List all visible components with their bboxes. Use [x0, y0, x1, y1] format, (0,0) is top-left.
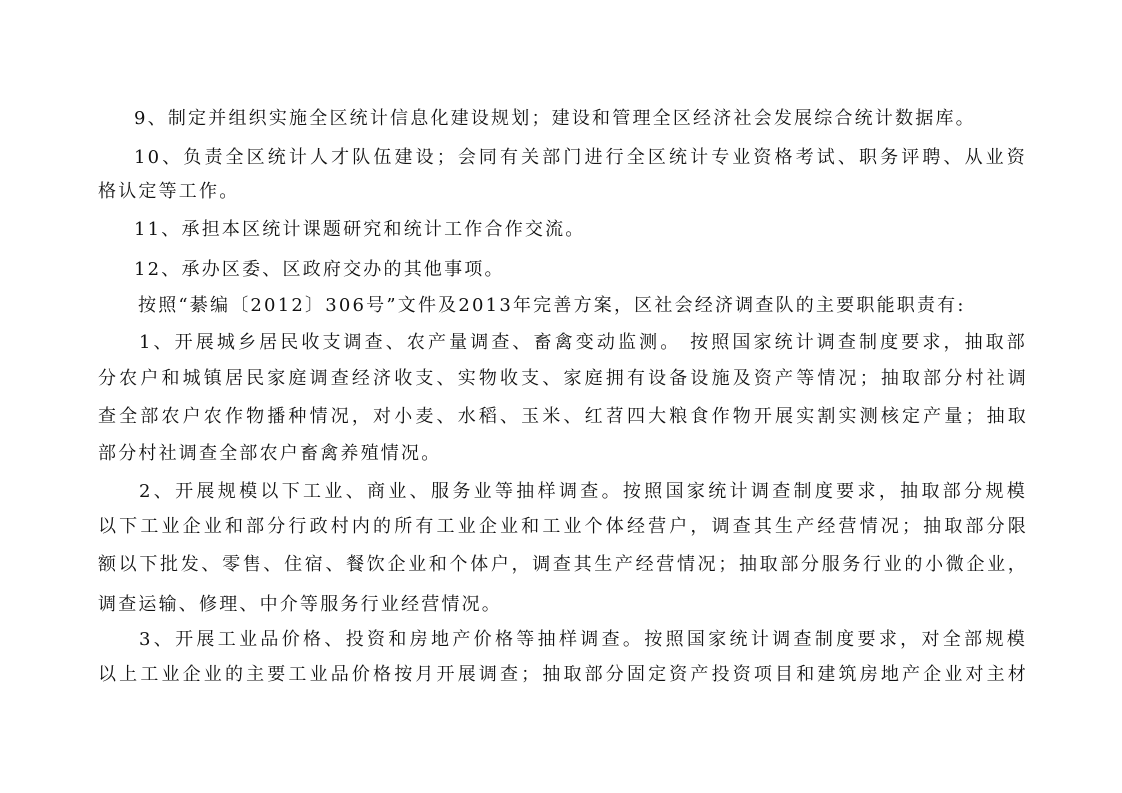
paragraph-3-line-2: 以上工业企业的主要工业品价格按月开展调查；抽取部分固定资产投资项目和建筑房地产企业对主材: [98, 664, 1028, 685]
paragraph-2-line-2: 以下工业企业和部分行政村内的所有工业企业和工业个体经营户，调查其生产经营情况；抽取部分限: [98, 516, 1028, 537]
paragraph-1-line-4: 部分村社调查全部农户畜禽养殖情况。: [98, 443, 442, 464]
paragraph-10-line-2: 格认定等工作。: [98, 181, 240, 202]
paragraph-2-line-1: 2、开展规模以下工业、商业、服务业等抽样调查。按照国家统计调查制度要求，抽取部分规模: [139, 481, 1027, 502]
paragraph-1-line-2: 分农户和城镇居民家庭调查经济收支、实物收支、家庭拥有设备设施及资产等情况；抽取部分村社调: [98, 368, 1028, 389]
paragraph-12-line-1: 12、承办区委、区政府交办的其他事项。: [134, 259, 505, 280]
intro-paragraph-line-1: 按照“綦编〔2012〕306号”文件及2013年完善方案，区社会经济调查队的主要职能职责有:: [138, 295, 966, 316]
paragraph-2-line-3: 额以下批发、零售、住宿、餐饮企业和个体户，调查其生产经营情况；抽取部分服务行业的小微企业，: [98, 554, 1028, 575]
paragraph-9-line-1: 9、制定并组织实施全区统计信息化建设规划；建设和管理全区经济社会发展综合统计数据库。: [134, 108, 976, 129]
paragraph-10-line-1: 10、负责全区统计人才队伍建设；会同有关部门进行全区统计专业资格考试、职务评聘、从业资: [134, 147, 1027, 168]
paragraph-1-line-1: 1、开展城乡居民收支调查、农产量调查、畜禽变动监测。 按照国家统计调查制度要求，抽取部: [139, 332, 1027, 353]
paragraph-11-line-1: 11、承担本区统计课题研究和统计工作合作交流。: [134, 219, 586, 240]
paragraph-2-line-4: 调查运输、修理、中介等服务行业经营情况。: [98, 594, 502, 615]
paragraph-1-line-3: 查全部农户农作物播种情况，对小麦、水稻、玉米、红苕四大粮食作物开展实割实测核定产量；抽取: [98, 406, 1028, 427]
paragraph-3-line-1: 3、开展工业品价格、投资和房地产价格等抽样调查。按照国家统计调查制度要求，对全部规模: [139, 629, 1027, 650]
